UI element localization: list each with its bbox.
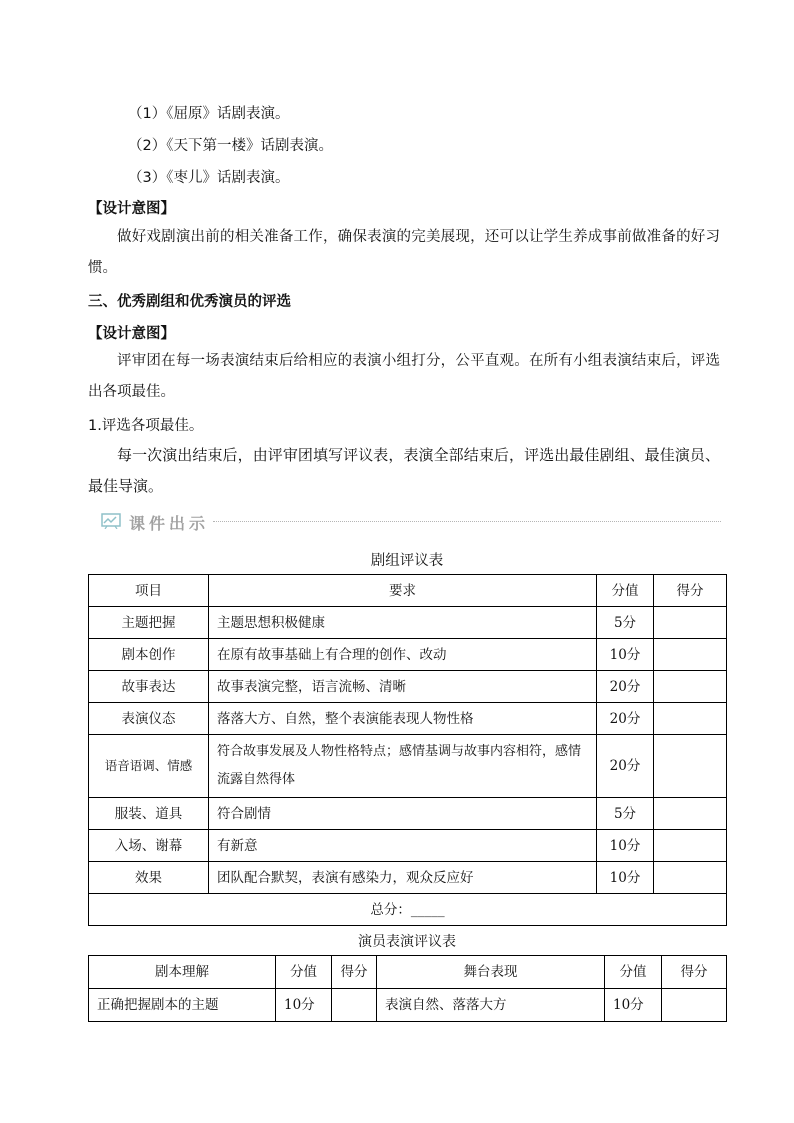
score-cell xyxy=(662,989,727,1022)
item-text: 每一次演出结束后，由评审团填写评议表，表演全部结束后，评选出最佳剧组、最佳演员、最佳导演。 xyxy=(88,446,720,495)
table-cell: 表演仪态 xyxy=(89,703,209,735)
list-item: （2）《天下第一楼》话剧表演。 xyxy=(128,138,333,154)
table-row xyxy=(89,607,727,639)
troupe-evaluation-table xyxy=(88,574,727,926)
course-display-banner xyxy=(101,511,721,533)
list-item: （1）《屈原》话剧表演。 xyxy=(128,106,290,122)
table-header: 得分 xyxy=(332,956,377,989)
table-cell: 主题把握 xyxy=(89,607,209,639)
score-cell xyxy=(654,735,727,798)
table-cell: 符合剧情 xyxy=(209,798,597,830)
table-cell: 10分 xyxy=(597,862,654,894)
table-row xyxy=(89,703,727,735)
table-cell: 团队配合默契，表演有感染力，观众反应好 xyxy=(209,862,597,894)
table-cell: 正确把握剧本的主题 xyxy=(89,989,276,1022)
table-cell: 在原有故事基础上有合理的创作、改动 xyxy=(209,639,597,671)
table-header: 分值 xyxy=(597,575,654,607)
table-cell: 效果 xyxy=(89,862,209,894)
table-row xyxy=(89,735,727,798)
design-intent-heading: 【设计意图】 xyxy=(88,201,175,217)
table-row xyxy=(89,830,727,862)
score-cell xyxy=(654,639,727,671)
table-header-row xyxy=(89,575,727,607)
design-intent-text: 评审团在每一场表演结束后给相应的表演小组打分，公平直观。在所有小组表演结束后，评选出各项最佳。 xyxy=(88,353,720,400)
section-title: 三、优秀剧组和优秀演员的评选 xyxy=(88,294,291,310)
table-cell: 10分 xyxy=(597,639,654,671)
table-cell: 剧本创作 xyxy=(89,639,209,671)
table-caption: 演员表演评议表 xyxy=(358,934,456,950)
table-cell: 主题思想积极健康 xyxy=(209,607,597,639)
table-header: 分值 xyxy=(276,956,332,989)
table-cell: 10分 xyxy=(605,989,662,1022)
table-cell: 5分 xyxy=(597,607,654,639)
list-item: （3）《枣儿》话剧表演。 xyxy=(128,170,290,186)
table-cell: 表演自然、落落大方 xyxy=(377,989,605,1022)
table-header: 得分 xyxy=(662,956,727,989)
table-row xyxy=(89,989,727,1022)
score-cell xyxy=(654,607,727,639)
score-cell xyxy=(654,830,727,862)
table-cell: 20分 xyxy=(597,671,654,703)
table-header: 分值 xyxy=(605,956,662,989)
table-cell: 故事表达 xyxy=(89,671,209,703)
item-title: 1.评选各项最佳。 xyxy=(88,418,204,434)
total-score-cell: 总分：_____ xyxy=(89,894,727,926)
table-header: 项目 xyxy=(89,575,209,607)
table-cell: 5分 xyxy=(597,798,654,830)
actor-evaluation-table xyxy=(88,955,727,1022)
table-header: 剧本理解 xyxy=(89,956,276,989)
table-row xyxy=(89,862,727,894)
design-intent-text: 做好戏剧演出前的相关准备工作，确保表演的完美展现，还可以让学生养成事前做准备的好习惯。 xyxy=(88,229,720,276)
table-cell: 10分 xyxy=(597,830,654,862)
table-caption: 剧组评议表 xyxy=(370,553,444,569)
table-cell: 符合故事发展及人物性格特点；感情基调与故事内容相符，感情流露自然得体 xyxy=(209,735,597,798)
table-row xyxy=(89,639,727,671)
table-cell: 入场、谢幕 xyxy=(89,830,209,862)
table-header: 舞台表现 xyxy=(377,956,605,989)
score-cell xyxy=(654,671,727,703)
design-intent-heading: 【设计意图】 xyxy=(88,326,175,342)
table-row xyxy=(89,671,727,703)
course-display-label: 课件出示 xyxy=(129,514,210,533)
table-cell: 故事表演完整，语言流畅、清晰 xyxy=(209,671,597,703)
score-cell xyxy=(654,798,727,830)
table-cell: 服装、道具 xyxy=(89,798,209,830)
table-header: 要求 xyxy=(209,575,597,607)
total-row xyxy=(89,894,727,926)
table-cell: 10分 xyxy=(276,989,332,1022)
score-cell xyxy=(654,862,727,894)
score-cell xyxy=(654,703,727,735)
table-cell: 落落大方、自然，整个表演能表现人物性格 xyxy=(209,703,597,735)
table-cell: 20分 xyxy=(597,735,654,798)
table-header-row xyxy=(89,956,727,989)
chart-icon xyxy=(101,513,121,533)
table-cell: 20分 xyxy=(597,703,654,735)
table-cell: 语音语调、情感 xyxy=(89,735,209,798)
table-row xyxy=(89,798,727,830)
table-header: 得分 xyxy=(654,575,727,607)
score-cell xyxy=(332,989,377,1022)
dotted-divider xyxy=(213,521,721,522)
table-cell: 有新意 xyxy=(209,830,597,862)
